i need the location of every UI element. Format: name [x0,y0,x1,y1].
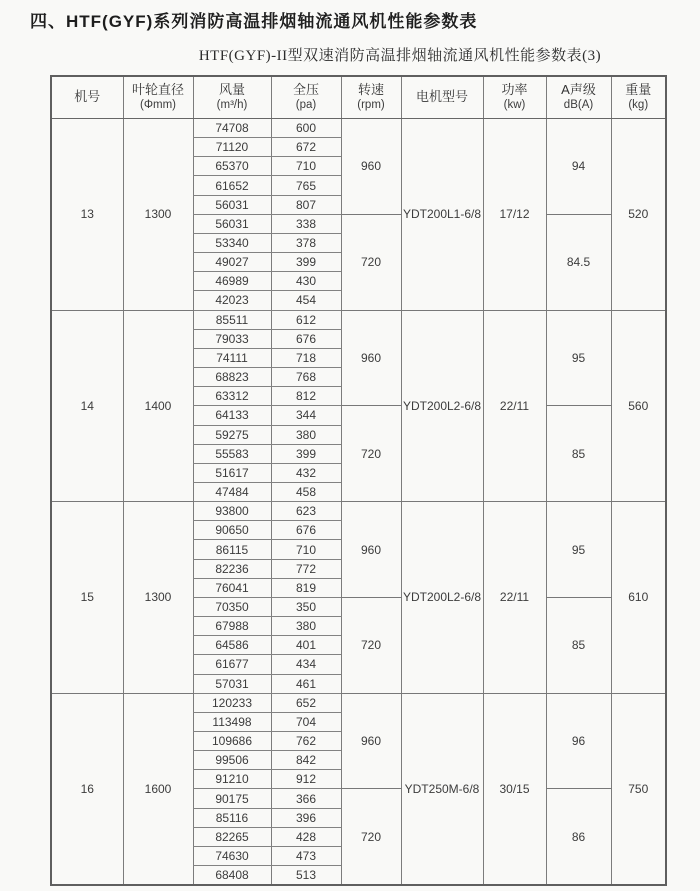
motor-model-cell: YDT200L1-6/8 [401,119,483,311]
air-volume-cell: 68408 [193,866,271,885]
weight-cell: 610 [611,502,666,694]
speed-cell: 960 [341,693,401,789]
air-volume-cell: 47484 [193,482,271,501]
noise-level-cell: 85 [546,597,611,693]
total-pressure-cell: 772 [271,559,341,578]
total-pressure-cell: 434 [271,655,341,674]
table-body [51,119,666,885]
air-volume-cell: 71120 [193,138,271,157]
speed-cell: 960 [341,502,401,598]
total-pressure-cell: 454 [271,291,341,310]
air-volume-cell: 76041 [193,578,271,597]
air-volume-cell: 85116 [193,808,271,827]
column-unit: dB(A) [563,99,594,112]
motor-model-cell: YDT250M-6/8 [401,693,483,885]
total-pressure-cell: 399 [271,253,341,272]
total-pressure-cell: 399 [271,444,341,463]
air-volume-cell: 74630 [193,846,271,865]
total-pressure-cell: 762 [271,732,341,751]
total-pressure-cell: 612 [271,310,341,329]
column-name: 功率 [501,81,528,97]
total-pressure-cell: 473 [271,846,341,865]
total-pressure-cell: 623 [271,502,341,521]
power-cell: 22/11 [483,502,546,694]
air-volume-cell: 120233 [193,693,271,712]
table-row [51,119,666,138]
air-volume-cell: 63312 [193,387,271,406]
table-row [51,502,666,521]
total-pressure-cell: 676 [271,329,341,348]
noise-level-cell: 84.5 [546,214,611,310]
speed-cell: 720 [341,789,401,885]
column-header-6 [401,76,483,119]
total-pressure-cell: 912 [271,770,341,789]
fan-size-cell: 16 [51,693,123,885]
air-volume-cell: 82236 [193,559,271,578]
total-pressure-cell: 430 [271,272,341,291]
air-volume-cell: 61677 [193,655,271,674]
air-volume-cell: 65370 [193,157,271,176]
total-pressure-cell: 718 [271,348,341,367]
impeller-diameter-cell: 1300 [123,502,193,694]
column-unit: (pa) [295,99,317,112]
noise-level-cell: 95 [546,502,611,598]
noise-level-cell: 95 [546,310,611,406]
weight-cell: 560 [611,310,666,502]
air-volume-cell: 56031 [193,195,271,214]
air-volume-cell: 113498 [193,712,271,731]
column-unit: (kw) [503,99,526,112]
table-row [51,693,666,712]
total-pressure-cell: 676 [271,521,341,540]
fan-size-cell: 13 [51,119,123,311]
air-volume-cell: 55583 [193,444,271,463]
air-volume-cell: 90650 [193,521,271,540]
column-unit: (m³/h) [216,99,248,112]
air-volume-cell: 59275 [193,425,271,444]
weight-cell: 750 [611,693,666,885]
air-volume-cell: 61652 [193,176,271,195]
total-pressure-cell: 380 [271,617,341,636]
speed-cell: 720 [341,214,401,310]
total-pressure-cell: 461 [271,674,341,693]
total-pressure-cell: 432 [271,463,341,482]
column-header-2 [123,76,193,119]
column-name: 电机型号 [415,89,468,105]
air-volume-cell: 51617 [193,463,271,482]
air-volume-cell: 109686 [193,732,271,751]
power-cell: 30/15 [483,693,546,885]
air-volume-cell: 68823 [193,368,271,387]
column-header-1 [51,76,123,119]
noise-level-cell: 86 [546,789,611,885]
speed-cell: 720 [341,406,401,502]
speed-cell: 960 [341,119,401,215]
air-volume-cell: 91210 [193,770,271,789]
total-pressure-cell: 812 [271,387,341,406]
air-volume-cell: 93800 [193,502,271,521]
column-name: 转速 [357,81,384,97]
air-volume-cell: 99506 [193,751,271,770]
column-unit: (rpm) [357,99,385,112]
air-volume-cell: 74111 [193,348,271,367]
total-pressure-cell: 710 [271,540,341,559]
total-pressure-cell: 652 [271,693,341,712]
total-pressure-cell: 672 [271,138,341,157]
total-pressure-cell: 513 [271,866,341,885]
air-volume-cell: 64586 [193,636,271,655]
column-header-8 [546,76,611,119]
column-unit: (kg) [628,99,649,112]
impeller-diameter-cell: 1600 [123,693,193,885]
page-title: 四、HTF(GYF)系列消防高温排烟轴流通风机性能参数表 [30,12,478,31]
total-pressure-cell: 842 [271,751,341,770]
total-pressure-cell: 378 [271,233,341,252]
impeller-diameter-cell: 1300 [123,119,193,311]
speed-cell: 960 [341,310,401,406]
column-header-4 [271,76,341,119]
total-pressure-cell: 366 [271,789,341,808]
noise-level-cell: 94 [546,119,611,215]
total-pressure-cell: 710 [271,157,341,176]
column-name: 重量 [625,81,652,97]
air-volume-cell: 82265 [193,827,271,846]
table-row [51,310,666,329]
air-volume-cell: 85511 [193,310,271,329]
column-header-7 [483,76,546,119]
column-name: 叶轮直径 [131,81,184,97]
air-volume-cell: 57031 [193,674,271,693]
air-volume-cell: 67988 [193,617,271,636]
total-pressure-cell: 765 [271,176,341,195]
power-cell: 22/11 [483,310,546,502]
speed-cell: 720 [341,597,401,693]
total-pressure-cell: 807 [271,195,341,214]
total-pressure-cell: 350 [271,597,341,616]
air-volume-cell: 74708 [193,119,271,138]
column-unit: (Φmm) [140,99,176,112]
header-row [51,76,666,119]
column-name: 全压 [292,81,319,97]
air-volume-cell: 70350 [193,597,271,616]
weight-cell: 520 [611,119,666,311]
column-header-9 [611,76,666,119]
fan-size-cell: 15 [51,502,123,694]
total-pressure-cell: 704 [271,712,341,731]
column-header-5 [341,76,401,119]
impeller-diameter-cell: 1400 [123,310,193,502]
total-pressure-cell: 600 [271,119,341,138]
column-header-3 [193,76,271,119]
total-pressure-cell: 768 [271,368,341,387]
fan-size-cell: 14 [51,310,123,502]
motor-model-cell: YDT200L2-6/8 [401,502,483,694]
total-pressure-cell: 428 [271,827,341,846]
total-pressure-cell: 344 [271,406,341,425]
power-cell: 17/12 [483,119,546,311]
air-volume-cell: 49027 [193,253,271,272]
noise-level-cell: 96 [546,693,611,789]
air-volume-cell: 42023 [193,291,271,310]
total-pressure-cell: 401 [271,636,341,655]
total-pressure-cell: 396 [271,808,341,827]
air-volume-cell: 46989 [193,272,271,291]
motor-model-cell: YDT200L2-6/8 [401,310,483,502]
noise-level-cell: 85 [546,406,611,502]
table-header [51,76,666,119]
air-volume-cell: 86115 [193,540,271,559]
air-volume-cell: 56031 [193,214,271,233]
params-table [50,75,667,886]
total-pressure-cell: 380 [271,425,341,444]
table-subtitle: HTF(GYF)-II型双速消防高温排烟轴流通风机性能参数表(3) [198,48,602,64]
column-name: 机号 [74,89,101,105]
total-pressure-cell: 338 [271,214,341,233]
air-volume-cell: 53340 [193,233,271,252]
air-volume-cell: 64133 [193,406,271,425]
column-name: 风量 [218,81,245,97]
total-pressure-cell: 819 [271,578,341,597]
air-volume-cell: 79033 [193,329,271,348]
air-volume-cell: 90175 [193,789,271,808]
column-name: A声级 [561,81,596,97]
total-pressure-cell: 458 [271,482,341,501]
